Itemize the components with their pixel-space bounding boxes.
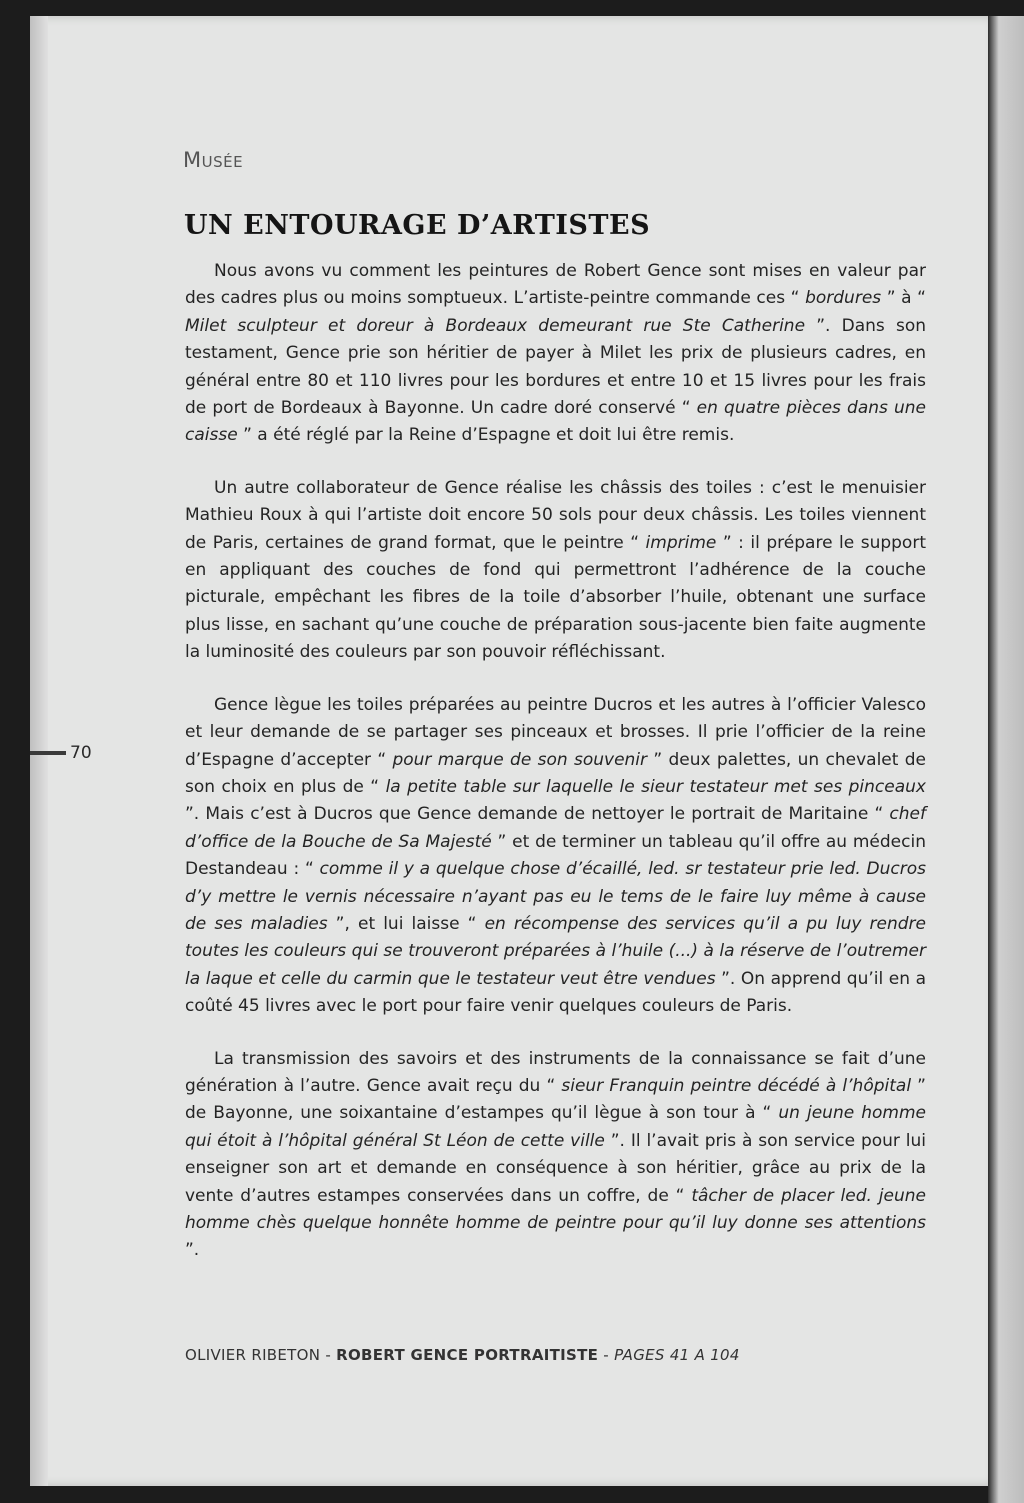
footer-title: ROBERT GENCE PORTRAITISTE: [336, 1346, 599, 1364]
body-paragraph: [185, 692, 926, 1021]
paragraph-text: Un autre collaborateur de Gence réalise les châssis des toiles : c’est le menuisier Mathieu Roux à qui l’artiste doit encore 50 sols pour deux châssis. Les toiles viennent de Paris, certaines de grand format, que le peintre “: [185, 477, 926, 553]
quoted-italic-text: un jeune homme qui étoit à l’hôpital général St Léon de cette ville: [185, 1103, 926, 1151]
footer-separator: -: [598, 1346, 615, 1364]
paragraph-text: La transmission des savoirs et des instruments de la connaissance se fait d’une génération à l’autre. Gence avait reçu du “: [185, 1048, 926, 1096]
paragraph-text: ” a été réglé par la Reine d’Espagne et doit lui être remis.: [237, 425, 735, 446]
paragraph-text: ” et de terminer un tableau qu’il offre au médecin Destandeau : “: [185, 831, 926, 880]
quoted-italic-text: la petite table sur laquelle le sieur testateur met ses pinceaux: [385, 776, 926, 797]
paragraph-text: Gence lègue les toiles préparées au peintre Ducros et les autres à l’officier Valesco et leur demande de se partager ses pinceaux et brosses. Il prie l’officier de la reine d’Espagne d’accepter “: [185, 694, 926, 770]
body-paragraph: [185, 475, 926, 667]
facing-page-edge: [988, 16, 1024, 1503]
paragraph-text: ”.: [185, 1240, 200, 1261]
footer-separator: -: [320, 1346, 337, 1364]
quoted-italic-text: sieur Franquin peintre décédé à l’hôpital: [561, 1075, 912, 1096]
paragraph-text: ” à “: [881, 288, 926, 309]
body-paragraph: [185, 258, 926, 450]
paragraph-text: ”, et lui laisse “: [327, 913, 485, 934]
quoted-italic-text: en quatre pièces dans une caisse: [185, 398, 927, 446]
paragraph-text: ” de Bayonne, une soixantaine d’estampes qu’il lègue à son tour à “: [185, 1075, 926, 1124]
quoted-italic-text: comme il y a quelque chose d’écaillé, led. sr testateur prie led. Ducros d’y mettre le vernis nécessaire n’ayant pas eu le tems de le faire luy même à cause de ses maladies: [185, 859, 927, 934]
quoted-italic-text: tâcher de placer led. jeune homme chès quelque honnête homme de peintre pour qu’il luy donne ses attentions: [185, 1185, 926, 1233]
quoted-italic-text: en récompense des services qu’il a pu luy rendre toutes les couleurs qui se trouveront préparées à l’huile (...) à la réserve de l’outremer la laque et celle du carmin que le testateur veut être vendues: [185, 913, 927, 989]
paragraph-text: ” : il prépare le support en appliquant des couches de fond qui permettront l’adhérence de la couche picturale, empêchant les fibres de la toile d’absorber l’huile, obtenant une surface plus lisse, en sachant qu’une couche de préparation sous-jacente bien faite augmente la luminosité des couleurs par son pouvoir réfléchissant.: [185, 532, 926, 663]
paragraph-text: Nous avons vu comment les peintures de Robert Gence sont mises en valeur par des cadres plus ou moins somptueux. L’artiste-peintre commande ces “: [185, 261, 926, 309]
paragraph-text: ”. On apprend qu’il en a coûté 45 livres avec le port pour faire venir quelques couleurs de Paris.: [185, 968, 927, 1017]
page-marker-bar: [30, 749, 66, 757]
paragraph-text: ”. Mais c’est à Ducros que Gence demande de nettoyer le portrait de Maritaine “: [185, 804, 890, 825]
quoted-italic-text: pour marque de son souvenir: [392, 749, 648, 770]
article-body: [185, 258, 926, 1290]
section-label-initial: M: [183, 148, 202, 172]
footer-pages: PAGES 41 A 104: [614, 1346, 740, 1364]
paragraph-text: ”. Il l’avait pris à son service pour lui enseigner son art et demande en conséquence à son héritier, grâce au prix de la vente d’autres estampes conservées dans un coffre, de “: [185, 1130, 926, 1206]
section-label: [183, 148, 243, 172]
article-headline: UN ENTOURAGE D’ARTISTES: [184, 210, 651, 241]
quoted-italic-text: bordures: [805, 288, 882, 309]
quoted-italic-text: Milet sculpteur et doreur à Bordeaux demeurant rue Ste Catherine: [185, 315, 806, 336]
running-footer: [185, 1346, 740, 1364]
paragraph-text: ”. Dans son testament, Gence prie son héritier de payer à Milet les prix de plusieurs cadres, en général entre 80 et 110 livres pour les bordures et entre 10 et 15 livres pour les frais de port de Bordeaux à Bayonne. Un cadre doré conservé “: [185, 315, 926, 419]
section-label-rest: USÉE: [201, 153, 244, 171]
quoted-italic-text: imprime: [645, 532, 717, 553]
body-paragraph: [185, 1046, 926, 1265]
page-number: 70: [70, 743, 92, 763]
paragraph-text: ” deux palettes, un chevalet de son choix en plus de “: [185, 749, 926, 797]
footer-author: OLIVIER RIBETON: [185, 1346, 321, 1364]
quoted-italic-text: chef d’office de la Bouche de Sa Majesté: [185, 804, 926, 852]
